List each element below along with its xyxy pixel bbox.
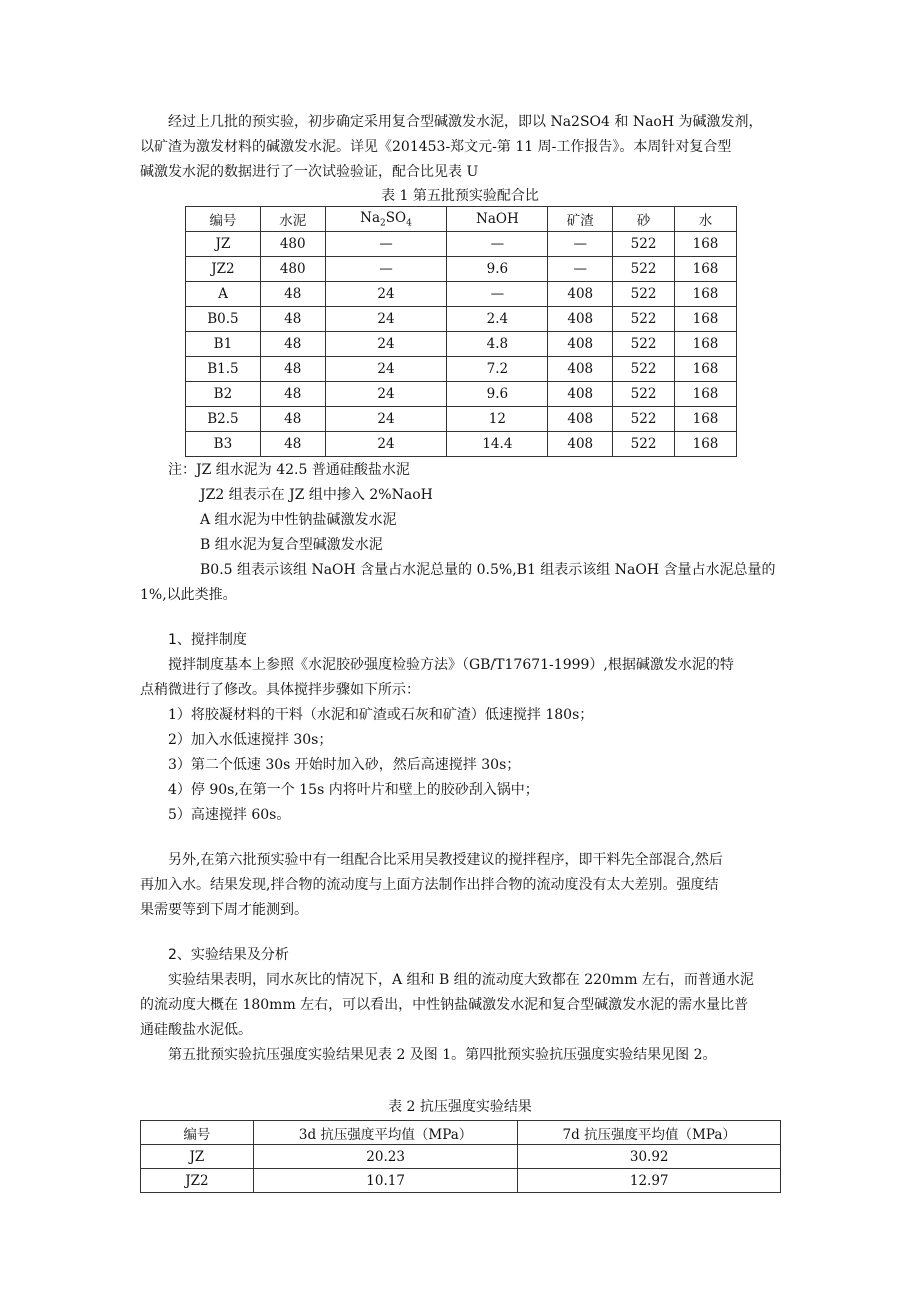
step-item: 5）高速搅拌 60s。 <box>168 807 291 823</box>
text-line: 实验结果表明，同水灰比的情况下，A 组和 B 组的流动度大致都在 220mm 左右，而普通水泥 <box>168 972 754 988</box>
table-row <box>186 407 737 432</box>
table-cell: 522 <box>613 232 675 257</box>
step-item: 2）加入水低速搅拌 30s； <box>168 732 333 748</box>
table-cell: B1 <box>186 332 261 357</box>
header-cell: $Na_2SO_4$ <box>325 207 447 232</box>
table-cell: 12.97 <box>518 1169 781 1193</box>
table-cell: B2 <box>186 382 261 407</box>
header-cell: NaOH <box>447 207 548 232</box>
table-cell: 24 <box>325 407 447 432</box>
table-cell: 48 <box>260 432 325 457</box>
text-line: 果需要等到下周才能测到。 <box>140 902 308 918</box>
section1-heading: 1、搅拌制度 <box>168 632 247 648</box>
table-cell: 522 <box>613 407 675 432</box>
mix-ratio-table <box>185 206 737 457</box>
table-cell: 9.6 <box>447 257 548 282</box>
note-line: 注：JZ 组水泥为 42.5 普通硅酸盐水泥 <box>168 462 410 478</box>
table-cell: — <box>325 257 447 282</box>
table-cell: 48 <box>260 332 325 357</box>
header-cell: 水 <box>675 207 737 232</box>
table-cell: 168 <box>675 257 737 282</box>
intro-line: 以矿渣为激发材料的碱激发水泥。详见《201453-郑文元-第 11 周-工作报告》。本周针对复合型 <box>140 139 732 155</box>
table-cell: 522 <box>613 357 675 382</box>
table-row <box>186 432 737 457</box>
table-cell: 522 <box>613 432 675 457</box>
intro-line: 经过上几批的预实验，初步确定采用复合型碱激发水泥，即以 Na2SO4 和 NaoH 为碱激发剂， <box>168 114 763 130</box>
header-cell: 3d 抗压强度平均值（MPa） <box>253 1121 518 1145</box>
table-cell: 408 <box>548 432 613 457</box>
table-cell: 20.23 <box>253 1145 518 1169</box>
table-cell: — <box>325 232 447 257</box>
note-line: B0.5 组表示该组 NaOH 含量占水泥总量的 0.5%,B1 组表示该组 NaOH 含量占水泥总量的 <box>200 562 776 578</box>
table-cell: 14.4 <box>447 432 548 457</box>
table-cell: — <box>447 232 548 257</box>
table1-caption: 表 1 第五批预实验配合比 <box>381 188 539 204</box>
text-line: 第五批预实验抗压强度实验结果见表 2 及图 1。第四批预实验抗压强度实验结果见图 2。 <box>168 1047 717 1063</box>
table-cell: JZ <box>186 232 261 257</box>
table-cell: JZ2 <box>186 257 261 282</box>
table-cell: 48 <box>260 357 325 382</box>
table-row <box>186 357 737 382</box>
header-cell: 7d 抗压强度平均值（MPa） <box>518 1121 781 1145</box>
table-cell: 408 <box>548 357 613 382</box>
table-cell: B1.5 <box>186 357 261 382</box>
table-cell: 522 <box>613 282 675 307</box>
table-cell: 168 <box>675 382 737 407</box>
table-cell: 48 <box>260 407 325 432</box>
table-cell: 168 <box>675 357 737 382</box>
table-row <box>186 382 737 407</box>
step-item: 1）将胶凝材料的干料（水泥和矿渣或石灰和矿渣）低速搅拌 180s； <box>168 707 594 723</box>
table-cell: 480 <box>260 257 325 282</box>
table-cell: 24 <box>325 332 447 357</box>
table-cell: 30.92 <box>518 1145 781 1169</box>
table-cell: 408 <box>548 407 613 432</box>
table-row <box>141 1145 781 1169</box>
table-cell: 408 <box>548 332 613 357</box>
table-cell: 408 <box>548 282 613 307</box>
table-cell: JZ2 <box>141 1169 254 1193</box>
table-cell: 24 <box>325 432 447 457</box>
table-cell: 168 <box>675 282 737 307</box>
text-line: 的流动度大概在 180mm 左右，可以看出，中性钠盐碱激发水泥和复合型碱激发水泥的需水量比普 <box>140 997 749 1013</box>
header-cell: 水泥 <box>260 207 325 232</box>
table-cell: 168 <box>675 407 737 432</box>
intro-line: 碱激发水泥的数据进行了一次试验验证，配合比见表 U <box>140 164 479 180</box>
table-cell: — <box>447 282 548 307</box>
header-cell: 砂 <box>613 207 675 232</box>
text-line: 再加入水。结果发现,拌合物的流动度与上面方法制作出拌合物的流动度没有太大差别。强度结 <box>140 877 719 893</box>
text-line: 另外,在第六批预实验中有一组配合比采用吴教授建议的搅拌程序，即干料先全部混合,然后 <box>168 852 723 868</box>
table-cell: 522 <box>613 382 675 407</box>
table2-caption: 表 2 抗压强度实验结果 <box>388 1099 532 1115</box>
table-cell: 168 <box>675 232 737 257</box>
table-cell: — <box>548 232 613 257</box>
table-cell: A <box>186 282 261 307</box>
table-cell: 522 <box>613 307 675 332</box>
table-row <box>186 332 737 357</box>
table-cell: 408 <box>548 307 613 332</box>
table-cell: 408 <box>548 382 613 407</box>
table-cell: B2.5 <box>186 407 261 432</box>
step-item: 4）停 90s,在第一个 15s 内将叶片和壁上的胶砂刮入锅中； <box>168 782 539 798</box>
table-cell: 2.4 <box>447 307 548 332</box>
table-cell: — <box>548 257 613 282</box>
note-line: A 组水泥为中性钠盐碱激发水泥 <box>200 512 397 528</box>
text-line: 搅拌制度基本上参照《水泥胶砂强度检验方法》（GB/T17671-1999）,根据碱激发水泥的特 <box>168 657 734 673</box>
table-cell: 24 <box>325 382 447 407</box>
table-cell: 10.17 <box>253 1169 518 1193</box>
table-row <box>186 282 737 307</box>
header-cell: 编号 <box>141 1121 254 1145</box>
table-cell: 48 <box>260 282 325 307</box>
header-cell: 矿渣 <box>548 207 613 232</box>
table-row <box>186 307 737 332</box>
table-cell: 48 <box>260 382 325 407</box>
table-cell: 168 <box>675 307 737 332</box>
table-row <box>141 1169 781 1193</box>
table-row <box>186 257 737 282</box>
table-cell: 168 <box>675 332 737 357</box>
table-cell: B3 <box>186 432 261 457</box>
header-cell: 编号 <box>186 207 261 232</box>
table-cell: 24 <box>325 282 447 307</box>
table-cell: B0.5 <box>186 307 261 332</box>
table-cell: 24 <box>325 357 447 382</box>
note-line: JZ2 组表示在 JZ 组中掺入 2%NaoH <box>200 487 433 503</box>
table-header-row <box>186 207 737 232</box>
table-cell: JZ <box>141 1145 254 1169</box>
table-cell: 4.8 <box>447 332 548 357</box>
table-header-row <box>141 1121 781 1145</box>
section2-heading: 2、实验结果及分析 <box>168 947 289 963</box>
table-cell: 522 <box>613 332 675 357</box>
text-line: 点稍微进行了修改。具体搅拌步骤如下所示： <box>140 682 420 698</box>
text-line: 通硅酸盐水泥低。 <box>140 1022 252 1038</box>
table-cell: 48 <box>260 307 325 332</box>
table-cell: 9.6 <box>447 382 548 407</box>
note-line: 1%,以此类推。 <box>140 587 237 603</box>
strength-results-table <box>140 1120 781 1193</box>
table-cell: 522 <box>613 257 675 282</box>
step-item: 3）第二个低速 30s 开始时加入砂，然后高速搅拌 30s； <box>168 757 521 773</box>
table-cell: 24 <box>325 307 447 332</box>
table-row <box>186 232 737 257</box>
table-cell: 168 <box>675 432 737 457</box>
table-cell: 12 <box>447 407 548 432</box>
note-line: B 组水泥为复合型碱激发水泥 <box>200 537 383 553</box>
table-cell: 480 <box>260 232 325 257</box>
table-cell: 7.2 <box>447 357 548 382</box>
